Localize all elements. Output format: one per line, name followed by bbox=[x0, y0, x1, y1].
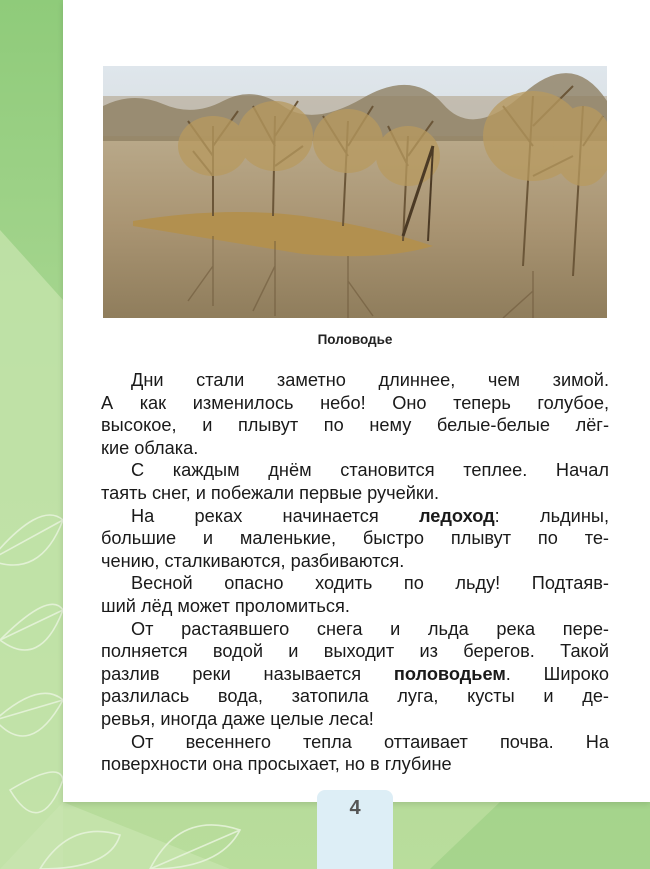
paragraph-5-line-2: полняется водой и выходит из берегов. Такой bbox=[101, 641, 609, 662]
paragraph-2-line-1: С каждым днём становится теплее. Начал bbox=[131, 460, 609, 481]
paragraph-1-line-2: А как изменилось небо! Оно теперь голубое, bbox=[101, 392, 609, 413]
paragraph-5-line-3 bbox=[101, 663, 609, 686]
line-text-before: На реках начинается bbox=[131, 505, 419, 526]
text-body bbox=[101, 369, 609, 776]
line-text-before: разлив реки называется bbox=[101, 663, 394, 684]
paragraph-2-line-2: таять снег, и побежали первые ручейки. bbox=[101, 482, 440, 503]
paragraph-1-line-1: Дни стали заметно длиннее, чем зимой. bbox=[131, 370, 609, 390]
photo-caption: Половодье bbox=[317, 332, 393, 347]
paragraph-1-line-4: кие облака. bbox=[101, 437, 199, 458]
bold-term: ледоход bbox=[418, 505, 495, 526]
paragraph-4-line-1: Весной опасно ходить по льду! Подтаяв- bbox=[131, 573, 609, 594]
paragraph-3-line-3: чению, сталкиваются, разбиваются. bbox=[101, 550, 405, 571]
line-text-after: : льдины, bbox=[494, 505, 609, 526]
page-number: 4 bbox=[349, 797, 361, 819]
paragraph-4-line-2: ший лёд может проломиться. bbox=[101, 595, 350, 616]
paragraph-1-line-3: высокое, и плывут по нему белые-белые лёг- bbox=[101, 415, 609, 436]
paragraph-3-line-1 bbox=[101, 505, 609, 528]
flood-photo bbox=[103, 66, 607, 318]
bold-term: половодьем bbox=[393, 663, 506, 684]
paragraph-5-line-1: От растаявшего снега и льда река пере- bbox=[131, 618, 609, 639]
paragraph-6-line-1: От весеннего тепла оттаивает почва. На bbox=[131, 731, 609, 752]
paragraph-6-line-2: поверхности она просыхает, но в глубине bbox=[101, 754, 452, 775]
line-text-after: . Широко bbox=[505, 663, 609, 684]
paragraph-5-line-5: ревья, иногда даже целые леса! bbox=[101, 708, 374, 729]
paragraph-5-line-4: разлилась вода, затопила луга, кусты и де- bbox=[101, 686, 609, 707]
textbook-page bbox=[63, 0, 650, 802]
paragraph-3-line-2: большие и маленькие, быстро плывут по те- bbox=[101, 528, 609, 549]
